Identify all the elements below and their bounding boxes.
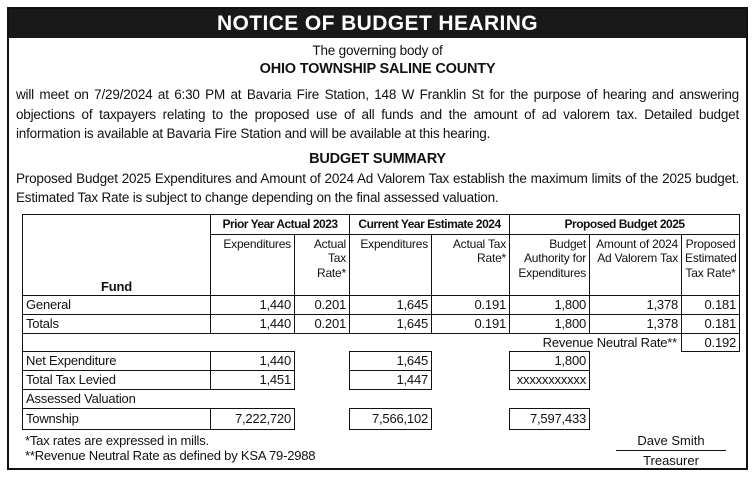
table-row-totals: [23, 314, 740, 333]
table-row-net-expenditure: [23, 351, 740, 370]
signature-block: [616, 433, 726, 468]
table-group-header-row: [23, 214, 740, 234]
empty-cell: [682, 408, 740, 429]
notice-footer: [16, 433, 739, 468]
cell-value: 1,447: [350, 370, 432, 389]
empty-cell: [295, 389, 740, 408]
cell-value: 0.201: [295, 314, 350, 333]
cell-value: 1,800: [510, 351, 590, 370]
summary-paragraph: Proposed Budget 2025 Expenditures and Amount of 2024 Ad Valorem Tax establish the maximum limits of the 2025 budget. Estimated Tax Rate is subject to change depending on the final assessed valuation.: [16, 170, 739, 205]
budget-summary-heading: BUDGET SUMMARY: [309, 150, 446, 167]
footnote-mills: *Tax rates are expressed in mills.: [25, 432, 209, 448]
signature-title: Treasurer: [643, 452, 699, 468]
col-header-cy-expenditures: Expenditures: [350, 234, 432, 295]
table-row-township: [23, 408, 740, 429]
table-row-general: [23, 295, 740, 314]
notice-content: [9, 43, 746, 468]
col-header-budget-authority: Budget Authority for Expenditures: [510, 234, 590, 295]
group-header-proposed-budget: Proposed Budget 2025: [510, 214, 740, 234]
cell-value: 1,440: [211, 295, 295, 314]
empty-cell: [295, 408, 350, 429]
col-header-py-actual-tax-rate: Actual Tax Rate*: [295, 234, 350, 295]
notice-title: NOTICE OF BUDGET HEARING: [216, 11, 539, 35]
fund-name: General: [23, 295, 211, 314]
cell-value: 1,645: [350, 351, 432, 370]
empty-cell: [295, 351, 350, 370]
table-row-assessed-valuation: [23, 389, 740, 408]
cell-value: 7,222,720: [211, 408, 295, 429]
budget-summary-table: [22, 214, 740, 430]
cell-value: 1,378: [590, 314, 682, 333]
meeting-paragraph: will meet on 7/29/2024 at 6:30 PM at Bavaria Fire Station, 148 W Franklin St for the purpose of hearing and answering objections of taxpayers relating to the proposed use of all funds and the amount of ad valorem tax. Detailed budget information is available at Bavaria Fire Station and will be available at this hearing.: [16, 87, 739, 141]
empty-cell: [590, 351, 682, 370]
cell-value: 1,645: [350, 295, 432, 314]
footnote-revenue-neutral: **Revenue Neutral Rate as defined by KSA 79-2988: [25, 448, 316, 463]
cell-value: 7,566,102: [350, 408, 432, 429]
cell-value: 0.201: [295, 295, 350, 314]
revenue-neutral-rate-value: 0.192: [682, 333, 740, 351]
cell-value: 1,800: [510, 314, 590, 333]
cell-value: 1,645: [350, 314, 432, 333]
empty-cell: [432, 351, 510, 370]
col-header-py-expenditures: Expenditures: [211, 234, 295, 295]
cell-value: 0.191: [432, 314, 510, 333]
group-header-prior-year: Prior Year Actual 2023: [211, 214, 350, 234]
col-header-proposed-est-tax-rate: Proposed Estimated Tax Rate*: [682, 234, 740, 295]
row-label: Township: [23, 408, 211, 429]
cell-value: 1,378: [590, 295, 682, 314]
empty-cell: [682, 351, 740, 370]
empty-cell: [682, 370, 740, 389]
assessed-valuation-label: Assessed Valuation: [23, 389, 295, 408]
fund-column-header: Fund: [23, 214, 211, 295]
empty-cell: [590, 370, 682, 389]
signature-name: Dave Smith: [616, 433, 726, 451]
notice-frame: [7, 7, 748, 470]
governing-body-line: The governing body of: [312, 43, 443, 58]
footnotes: [25, 433, 315, 464]
notice-title-bar: [9, 9, 746, 38]
col-header-cy-actual-tax-rate: Actual Tax Rate*: [432, 234, 510, 295]
empty-cell: [295, 370, 350, 389]
empty-cell: [432, 370, 510, 389]
table-row-total-tax-levied: [23, 370, 740, 389]
cell-value: 7,597,433: [510, 408, 590, 429]
group-header-current-year: Current Year Estimate 2024: [350, 214, 510, 234]
row-label: Net Expenditure: [23, 351, 211, 370]
cell-value: 1,440: [211, 314, 295, 333]
empty-cell: [432, 408, 510, 429]
cell-value: 1,440: [211, 351, 295, 370]
cell-value: 1,451: [211, 370, 295, 389]
fund-name: Totals: [23, 314, 211, 333]
revenue-neutral-rate-label: Revenue Neutral Rate**: [23, 333, 682, 351]
cell-value: 1,800: [510, 295, 590, 314]
cell-value: 0.181: [682, 295, 740, 314]
row-label: Total Tax Levied: [23, 370, 211, 389]
entity-name: OHIO TOWNSHIP SALINE COUNTY: [259, 61, 496, 77]
empty-cell: [590, 408, 682, 429]
col-header-ad-valorem-amount: Amount of 2024 Ad Valorem Tax: [590, 234, 682, 295]
cell-value: xxxxxxxxxxx: [510, 370, 590, 389]
cell-value: 0.191: [432, 295, 510, 314]
cell-value: 0.181: [682, 314, 740, 333]
table-row-revenue-neutral-rate: [23, 333, 740, 351]
